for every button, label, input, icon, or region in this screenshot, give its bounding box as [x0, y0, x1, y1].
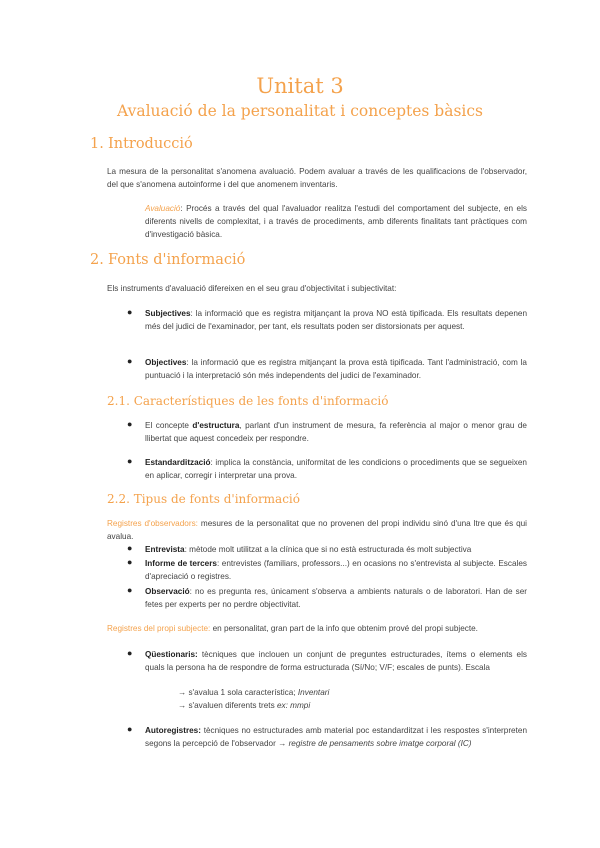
list-item-questionaris: [145, 648, 527, 674]
arrow-line-inventari: [178, 699, 518, 712]
observers-text: mesures de la personalitat que no provenen del propi individu sinó d'una ltre que és qui avalua.: [107, 519, 527, 541]
autoregistres-example: registre de pensaments sobre imatge corporal: [288, 739, 456, 748]
term-estandarditzacio: Estandardització: [145, 458, 211, 467]
term-entrevista: Entrevista: [145, 545, 185, 554]
section-2-heading: [90, 252, 245, 268]
desc-questionaris: tècniques que inclouen un conjunt de preguntes estructurades, ítems o elements els quals la persona ha de respondre de forma estructurada (Sí/No; V/F; escales de punts). Escala: [145, 650, 527, 672]
section-2-title: Fonts d'informació: [108, 252, 246, 268]
list-item-estandarditzacio: [145, 456, 527, 482]
self-report-text: en personalitat, gran part de la info que obtenim prové del propi subjecte.: [210, 624, 478, 633]
list-item-objectives: [145, 356, 527, 382]
definition-paragraph: [145, 202, 527, 241]
term-informe-tercers: Informe de tercers: [145, 559, 217, 568]
observers-paragraph: [107, 517, 527, 543]
desc-entrevista: : mètode molt utilitzat a la clínica que si no està estructurada és molt subjectiva: [184, 545, 472, 554]
self-report-paragraph: [107, 622, 527, 635]
term-subjectives: Subjectives: [145, 309, 191, 318]
arrow-line-escala: [178, 686, 518, 699]
intro-paragraph: [107, 165, 527, 191]
unit-title: Unitat 3: [256, 74, 344, 98]
bullet-icon: ●: [127, 648, 133, 658]
list-item-subjectives: [145, 307, 527, 333]
section-2-intro-text: Els instruments d'avaluació difereixen en el seu grau d'objectivitat i subjectivitat:: [107, 284, 397, 293]
term-autoregistres: Autoregistres:: [145, 726, 201, 735]
definition-text: : Procés a través del qual l'avaluador realitza l'estudi del comportament del subjecte, en els diferents nivells de complexitat, i a través de procediments, amb diferents finalitats tant pràctiques com d'investigació bàsica.: [145, 204, 527, 239]
list-item-observacio: [145, 585, 527, 611]
arrow-inventari-text: → s'avaluen diferents trets: [178, 701, 277, 710]
self-report-label: Registres del propi subjecte:: [107, 624, 211, 633]
list-item-estructura: [145, 419, 527, 445]
section-2-intro: [107, 282, 527, 295]
list-item-entrevista: [145, 543, 527, 556]
desc-autoregistres: tècniques no estructurades amb material poc estandarditzat i les respostes s'interpreten segons la percepció de l'observador →: [145, 726, 527, 748]
term-questionaris: Qüestionaris:: [145, 650, 198, 659]
bullet-icon: ●: [127, 557, 133, 567]
section-1-heading: [90, 136, 193, 152]
desc-subjectives: : la informació que es registra mitjançant la prova NO està tipificada. Els resultats depenen més del judici de l'examinador, per tant, els resultats poden ser distorsionats per aquest.: [145, 309, 527, 331]
observers-label: Registres d'observadors:: [107, 519, 198, 528]
section-2-1-heading: 2.1. Característiques de les fonts d'informació: [107, 394, 389, 408]
section-2-number: 2.: [90, 252, 104, 268]
definition-term: Avaluació: [145, 204, 181, 213]
intro-text: La mesura de la personalitat s'anomena avaluació. Podem avaluar a través de les qualificacions de l'observador, del que s'anomena autoinforme i del que anomenem inventaris.: [107, 167, 527, 189]
list-item-informe-tercers: [145, 557, 527, 583]
desc-informe-tercers: : entrevistes (familiars, professors...) en ocasions no s'entrevista al subjecte. Escales d'apreciació o registres.: [145, 559, 527, 581]
term-objectives: Objectives: [145, 358, 187, 367]
desc-estructura: , parlant d'un instrument de mesura, fa referència al major o menor grau de llibertat que aquest concedeix per respondre.: [145, 421, 527, 443]
bullet-icon: ●: [127, 724, 133, 734]
arrow-escala-text: → s'avalua 1 sola característica;: [178, 688, 298, 697]
arrow-escala-italic: Inventari: [297, 688, 330, 697]
desc-observacio: : no es pregunta res, únicament s'observa a ambients naturals o de laboratori. Han de ser fetes per experts per no perdre objectivitat.: [145, 587, 527, 609]
autoregistres-suffix: (IC): [455, 739, 472, 748]
list-item-autoregistres: [145, 724, 527, 750]
section-2-2-heading: 2.2. Tipus de fonts d'informació: [107, 492, 300, 506]
bullet-icon: ●: [127, 356, 133, 366]
bullet-icon: ●: [127, 419, 133, 429]
desc-estandarditzacio: : implica la constància, uniformitat de les condicions o procediments que se segueixen en aplicar, corregir i interpretar una prova.: [145, 458, 527, 480]
term-estructura: d'estructura: [192, 421, 240, 430]
section-1-title: Introducció: [108, 136, 193, 152]
bullet-icon: ●: [127, 543, 133, 553]
bullet-icon: ●: [127, 585, 133, 595]
desc-objectives: : la informació que es registra mitjançant la prova està tipificada. Tant l'administració, com la puntuació i la interpretació són més independents del judici de l'examinador.: [145, 358, 527, 380]
unit-subtitle: Avaluació de la personalitat i conceptes bàsics: [117, 102, 483, 120]
bullet-icon: ●: [127, 456, 133, 466]
bullet-icon: ●: [127, 307, 133, 317]
arrow-inventari-italic: ex: mmpi: [276, 701, 311, 710]
term-observacio: Observació: [145, 587, 190, 596]
estructura-prefix: El concepte: [145, 421, 193, 430]
section-1-number: 1.: [90, 136, 104, 152]
